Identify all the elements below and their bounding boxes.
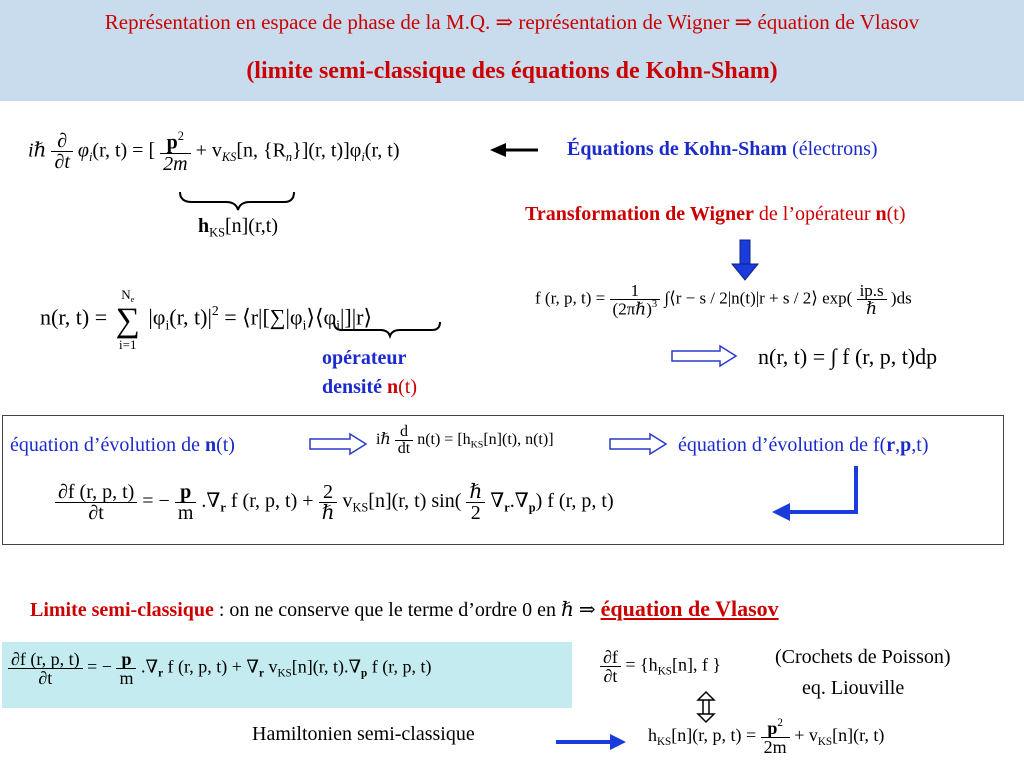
vlasov-equation: $\frac{\partial f (r, p, t)}{\partial t}$ = − $\frac{p}{m}$ $.\nabla_r$ f (r, p, $t) + \nabla_r$ $v_{KS}[n](r$, $t).\nabla_p$ f (r, p, t) [8,650,432,687]
wigner-evolution-equation: $\frac{\partial f (r, p, t)}{\partial t}$ = − $\frac{p}{m}$ $.\nabla_r$ f (r, p, t) + $\frac{2}{\text{ℏ}}$ $v_{KS}[n](r$, t) sin( $\frac{\text{ℏ}}{2}$ $\nabla_r.\nabla_p$) f (r, p, t) [55,482,614,523]
density-underbrace [334,322,440,336]
down-arrow-icon [732,240,758,280]
hks-underbrace [180,192,294,210]
title-line-2: (limite semi-classique des équations de Kohn-Sham) [246,58,778,84]
hks-brace-label: $h_{KS}[n](r,t)$ [198,215,279,240]
semiclassical-hamiltonian-equation: $h_{KS}[n](r$, p, t) = $\frac{p^2}{2m}$ + $v_{KS}[n](r$, t) [648,717,885,757]
wigner-equation: f (r, p, t) = $\frac{1}{(2\pi\hbar)^3}$ ∫⟨r − s / 2|n(t)|r + s / 2⟩ exp( $\frac{ip.s}{\text{ℏ}}$ )ds [535,281,912,319]
kohn-sham-label: Équations de Kohn-Sham (électrons) [567,138,878,160]
density-operator-label-1: opérateur [322,347,407,369]
double-arrow-icon [698,692,714,722]
elbow-arrow-icon [772,466,856,521]
density-from-f-equation: n(r, t) = ∫ f (r, p, t)dp [758,344,938,369]
hollow-right-arrow-icon [610,434,666,454]
hamiltonian-label: Hamiltonien semi-classique [252,723,475,745]
right-arrow-icon [556,734,626,750]
liouville-label: eq. Liouville [802,677,905,699]
density-equation: n(r, t) = $N_e$ ∑ i=1 $|\varphi_i(r$, $t)|^2$ = $⟨r|[\sum|\varphi_i⟩⟨\varphi_i|]|r⟩$ [40,287,373,352]
left-arrow-icon [490,143,538,157]
hollow-right-arrow-icon [310,434,366,454]
f-evolution-label: équation d’évolution de f(r,p,t) [678,434,929,456]
poisson-bracket-label: (Crochets de Poisson) [775,646,951,668]
poisson-bracket-equation: $\frac{\partial f}{\partial t}$ = {$h_{KS}[n]$, f } [600,648,721,685]
density-operator-label-2: densité n(t) [322,376,418,398]
semiclassical-limit-label: Limite semi-classique : on ne conserve que le terme d’ordre 0 en ℏ ⇒ équation de Vlasov [30,596,779,621]
wigner-label: Transformation de Wigner de l’opérateur n(t) [525,203,906,225]
kohn-sham-equation: iℏ $\frac{\partial}{\partial t}$ $\varphi_i(r$, t) = [ $\frac{p^2}{2m}$ + $v_{KS}[n$, $\{R_n\}](r$, $t)]\varphi_i(r$, t) [28,129,400,175]
title-line-1: Représentation en espace de phase de la M.Q. ⇒ représentation de Wigner ⇒ équation de Vlasov [104,10,920,34]
hollow-right-arrow-icon [672,346,736,366]
n-evolution-equation: iℏ $\frac{d}{dt}$ $n(t) = [h_{KS}[n](t)$, n(t)] [376,423,554,457]
n-evolution-label: équation d’évolution de n(t) [10,434,235,456]
